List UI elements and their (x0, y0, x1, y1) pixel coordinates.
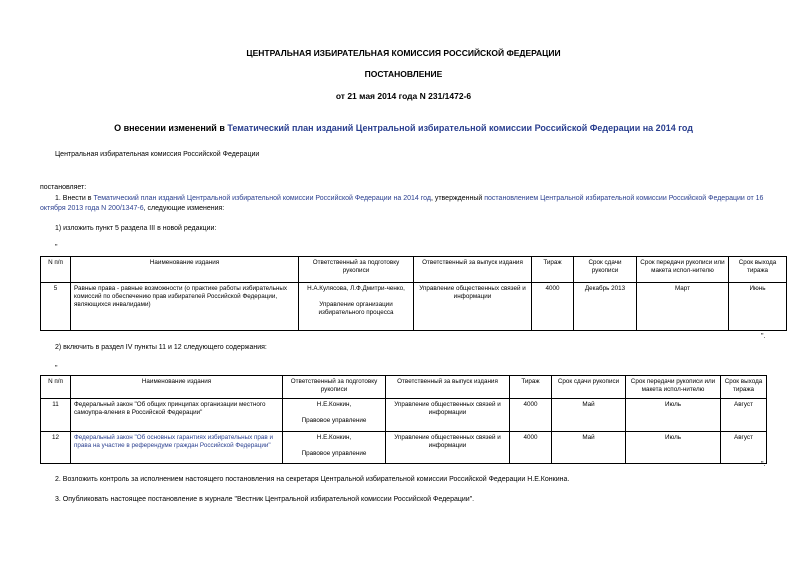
item-2-text: 2. Возложить контроль за исполнением настоящего постановления на секретаря Центральной избирательной комиссии Российской Федерации Н.Е.Конкина. (55, 476, 570, 483)
cell-circulation: 4000 (510, 399, 552, 431)
cell-title: Федеральный закон "Об общих принципах организации местного самоупра-вления в Российской Федерации" (71, 399, 283, 431)
cell-prep-line1: Н.А.Кулясова, Л.Ф.Дмитри-ченко, (307, 285, 405, 292)
cell-circulation: 4000 (510, 431, 552, 463)
cell-manuscript: Май (552, 431, 626, 463)
col-header-circulation: Тираж (510, 376, 552, 399)
decides-text: постановляет: (40, 184, 87, 191)
cell-release: Управление общественных связей и информации (386, 431, 510, 463)
item-1-mid: , утвержденный (430, 195, 485, 202)
cell-manuscript: Май (552, 399, 626, 431)
cell-manuscript: Декабрь 2013 (574, 283, 637, 331)
cell-release: Управление общественных связей и информации (414, 283, 532, 331)
cell-output: Август (721, 399, 767, 431)
issuer-text: Центральная избирательная комиссия Российской Федерации (55, 151, 260, 158)
col-header-number: N п/п (41, 376, 71, 399)
cell-circulation: 4000 (532, 283, 574, 331)
subitem-2-text: 2) включить в раздел IV пункты 11 и 12 следующего содержания: (55, 344, 267, 351)
cell-transfer: Июль (626, 399, 721, 431)
cell-number: 12 (41, 431, 71, 463)
table-header-row (41, 257, 787, 283)
col-header-output: Срок выхода тиража (721, 376, 767, 399)
doc-type: ПОСТАНОВЛЕНИЕ (364, 69, 443, 79)
cell-transfer: Июль (626, 431, 721, 463)
cell-number: 11 (41, 399, 71, 431)
col-header-prep: Ответственный за подготовку рукописи (299, 257, 414, 283)
cell-prep-line2: Управление организации избирательного процесса (318, 301, 394, 316)
col-header-circulation: Тираж (532, 257, 574, 283)
cell-prep (299, 283, 414, 331)
date-number: от 21 мая 2014 года N 231/1472-6 (335, 91, 472, 101)
table-row (41, 399, 767, 431)
subitem-1-text: 1) изложить пункт 5 раздела III в новой редакции: (55, 225, 217, 232)
col-header-transfer: Срок передачи рукописи или макета испол-нителю (637, 257, 729, 283)
quote-open-1: " (55, 244, 58, 251)
cell-prep-line2: Правовое управление (301, 417, 367, 425)
thematic-plan-link[interactable]: Тематический план изданий Центральной избирательной комиссии Российской Федерации на 2014 год (227, 123, 693, 133)
table-row (41, 431, 767, 463)
resolution-link[interactable]: постановлением Центральной избирательной комиссии Российской Федерации от 16 октября 2013 года N 200/1347-6 (40, 195, 764, 212)
cell-prep (283, 399, 386, 431)
cell-title (71, 431, 283, 463)
cell-prep (283, 431, 386, 463)
col-header-prep: Ответственный за подготовку рукописи (283, 376, 386, 399)
table-header-row (41, 376, 767, 399)
table-row (41, 283, 787, 331)
col-header-release: Ответственный за выпуск издания (414, 257, 532, 283)
org-title: ЦЕНТРАЛЬНАЯ ИЗБИРАТЕЛЬНАЯ КОМИССИЯ РОССИЙСКОЙ ФЕДЕРАЦИИ (246, 48, 561, 58)
col-header-manuscript: Срок сдачи рукописи (574, 257, 637, 283)
cell-prep-line1: Н.Е.Конкин, (316, 401, 352, 409)
cell-release: Управление общественных связей и информации (386, 399, 510, 431)
cell-number: 5 (41, 283, 71, 331)
item-3-text: 3. Опубликовать настоящее постановление в журнале "Вестник Центральной избирательной комиссии Российской Федерации". (55, 496, 475, 503)
col-header-title: Наименование издания (71, 376, 283, 399)
cell-prep-line1: Н.Е.Конкин, (316, 433, 352, 441)
col-header-transfer: Срок передачи рукописи или макета испол-нителю (626, 376, 721, 399)
document-subject (0, 123, 807, 133)
federal-law-link[interactable]: Федеральный закон "Об основных гарантиях избирательных прав и права на участие в референдуме граждан Российской Федерации" (74, 433, 274, 449)
item-1-prefix: 1. Внести в (55, 195, 94, 202)
col-header-release: Ответственный за выпуск издания (386, 376, 510, 399)
col-header-number: N п/п (41, 257, 71, 283)
col-header-title: Наименование издания (71, 257, 299, 283)
subject-prefix: О внесении изменений в (114, 123, 228, 133)
col-header-output: Срок выхода тиража (729, 257, 787, 283)
table-section-4 (40, 375, 767, 464)
table-section-3 (40, 256, 787, 331)
item-1-suffix: , следующие изменения: (143, 205, 225, 212)
cell-output: Июнь (729, 283, 787, 331)
col-header-manuscript: Срок сдачи рукописи (552, 376, 626, 399)
thematic-plan-link-2[interactable]: Тематический план изданий Центральной избирательной комиссии Российской Федерации на 2014 год (93, 195, 431, 202)
cell-prep-line2: Правовое управление (301, 449, 367, 457)
item-1-paragraph (40, 194, 770, 214)
quote-close-1: ". (761, 333, 766, 340)
cell-output: Август (721, 431, 767, 463)
quote-open-2: " (55, 365, 58, 372)
cell-title: Равные права - равные возможности (о практике работы избирательных комиссий по обеспечению прав избирателей Российской Федерации, являющихся инвалидами) (71, 283, 299, 331)
cell-transfer: Март (637, 283, 729, 331)
quote-close-2: ". (761, 461, 766, 468)
